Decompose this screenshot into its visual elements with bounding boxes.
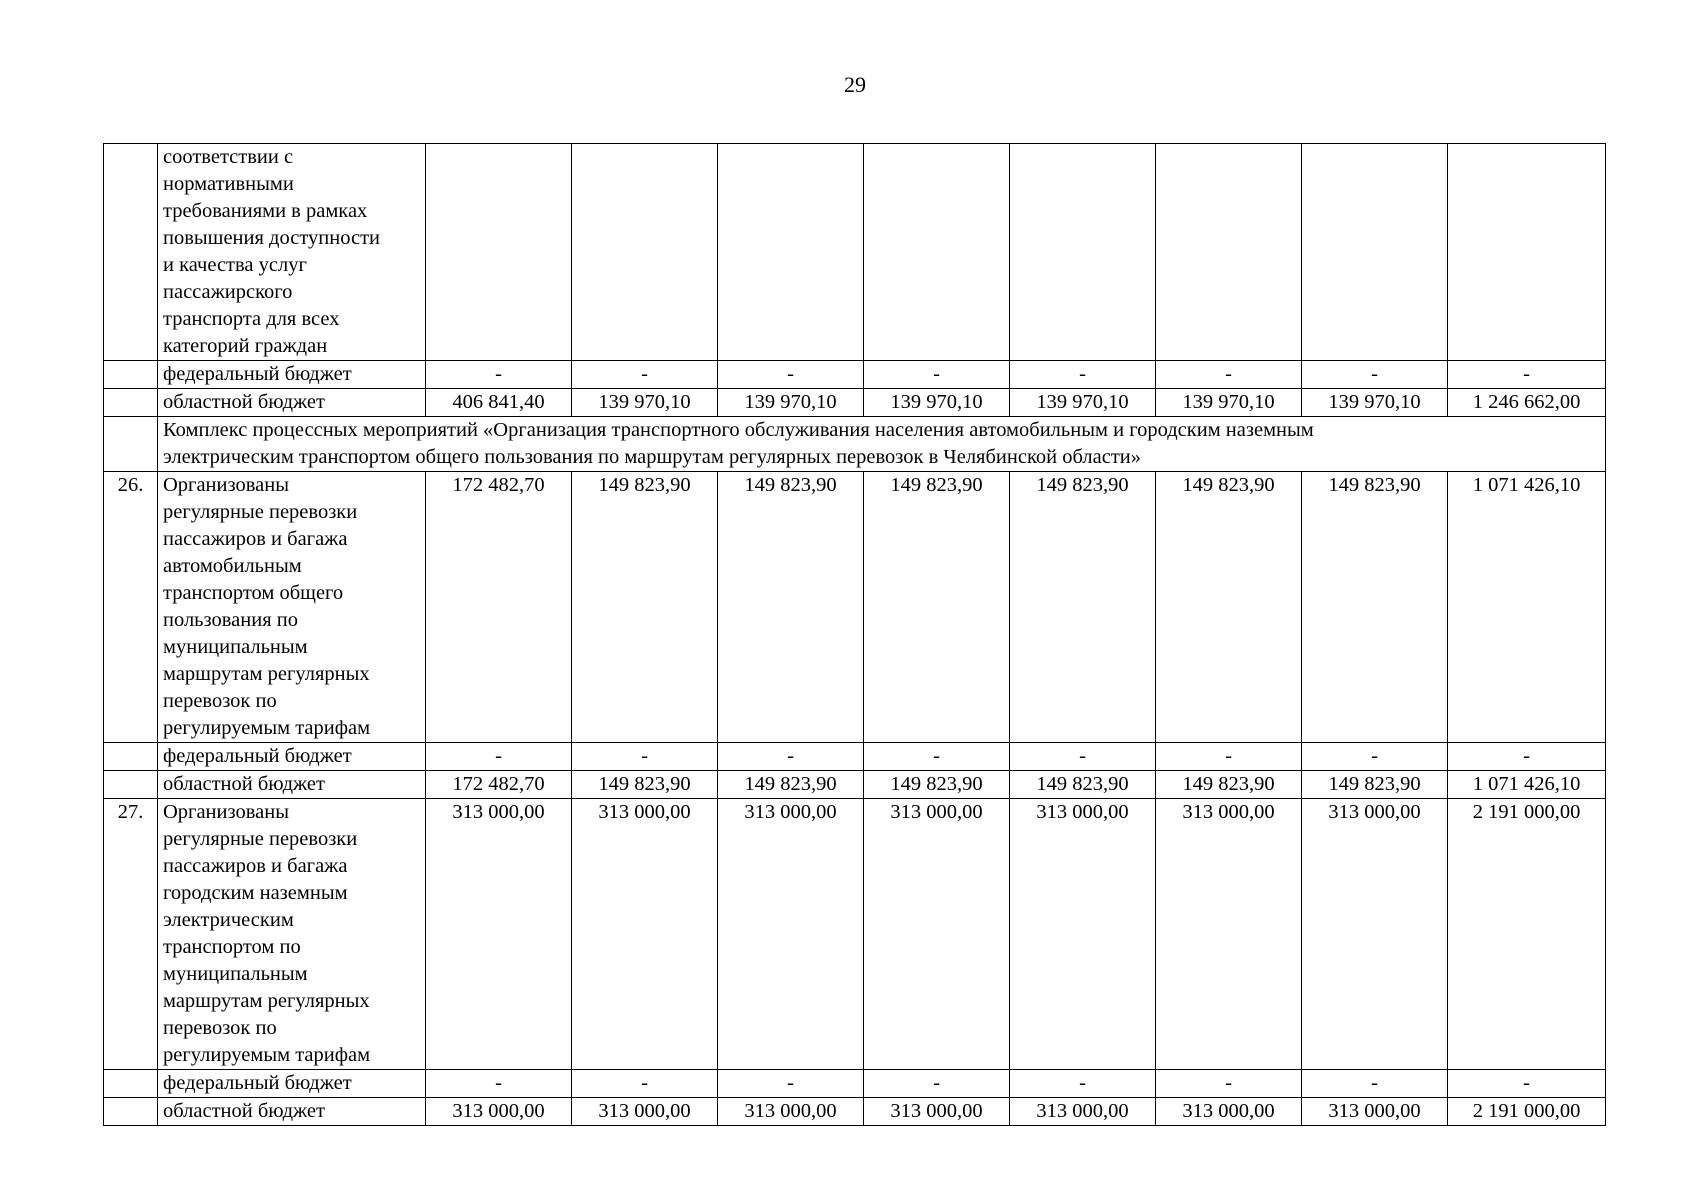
value-cell: 313 000,00 [1302, 799, 1448, 1070]
table-row [104, 1070, 1606, 1098]
value-cell: - [426, 361, 572, 389]
row-number-cell [104, 1070, 158, 1098]
value-cell: 313 000,00 [426, 1098, 572, 1126]
value-cell: - [1302, 743, 1448, 771]
value-cell: - [572, 743, 718, 771]
row-number-cell [104, 1098, 158, 1126]
row-number-cell [104, 743, 158, 771]
value-cell: - [1156, 361, 1302, 389]
table-row [104, 389, 1606, 417]
description-text: федеральный бюджет [163, 1072, 352, 1094]
total-value-cell: - [1448, 361, 1606, 389]
row-number-cell: 26. [104, 472, 158, 743]
value-cell: 313 000,00 [864, 1098, 1010, 1126]
value-cell: 313 000,00 [1156, 1098, 1302, 1126]
value-cell: 149 823,90 [1302, 771, 1448, 799]
value-cell: 149 823,90 [1302, 472, 1448, 743]
value-cell: - [864, 361, 1010, 389]
value-cell: 149 823,90 [1156, 771, 1302, 799]
value-cell: 313 000,00 [1010, 799, 1156, 1070]
description-cell [158, 743, 426, 771]
value-cell: - [1010, 1070, 1156, 1098]
value-cell: 149 823,90 [1156, 472, 1302, 743]
value-cell: 172 482,70 [426, 771, 572, 799]
description-text: соответствии с нормативными требованиями в рамках повышения доступности и качества услуг пассажирского транспорта для всех категорий граждан [163, 146, 381, 357]
section-title-cell [158, 417, 1606, 472]
value-cell: 139 970,10 [572, 389, 718, 417]
value-cell [1302, 144, 1448, 361]
total-value-cell: 2 191 000,00 [1448, 799, 1606, 1070]
value-cell: - [572, 1070, 718, 1098]
value-cell: 139 970,10 [718, 389, 864, 417]
value-cell: - [1302, 1070, 1448, 1098]
value-cell: 149 823,90 [1010, 472, 1156, 743]
total-value-cell: 1 071 426,10 [1448, 472, 1606, 743]
value-cell [572, 144, 718, 361]
value-cell: 172 482,70 [426, 472, 572, 743]
description-text: областной бюджет [163, 391, 325, 413]
description-text: федеральный бюджет [163, 745, 352, 767]
value-cell: - [864, 1070, 1010, 1098]
value-cell: 149 823,90 [718, 472, 864, 743]
table-row [104, 472, 1606, 743]
value-cell: 406 841,40 [426, 389, 572, 417]
description-cell [158, 472, 426, 743]
value-cell [1010, 144, 1156, 361]
description-cell [158, 361, 426, 389]
table-row [104, 1098, 1606, 1126]
value-cell: 313 000,00 [1156, 799, 1302, 1070]
table-row [104, 771, 1606, 799]
value-cell: 313 000,00 [718, 1098, 864, 1126]
value-cell: 149 823,90 [864, 771, 1010, 799]
page-number: 29 [844, 72, 866, 97]
total-value-cell: - [1448, 1070, 1606, 1098]
row-number-cell [104, 771, 158, 799]
value-cell: 149 823,90 [864, 472, 1010, 743]
value-cell: 139 970,10 [1156, 389, 1302, 417]
value-cell: 139 970,10 [1302, 389, 1448, 417]
total-value-cell [1448, 144, 1606, 361]
value-cell: 313 000,00 [426, 799, 572, 1070]
value-cell: 313 000,00 [572, 799, 718, 1070]
value-cell: 149 823,90 [572, 472, 718, 743]
total-value-cell: 2 191 000,00 [1448, 1098, 1606, 1126]
description-text: областной бюджет [163, 773, 325, 795]
table-row [104, 743, 1606, 771]
value-cell: 149 823,90 [572, 771, 718, 799]
row-number-cell: 27. [104, 799, 158, 1070]
description-cell [158, 389, 426, 417]
table-body [104, 144, 1606, 1126]
description-cell [158, 771, 426, 799]
value-cell: - [718, 743, 864, 771]
table-row [104, 361, 1606, 389]
row-number-cell [104, 144, 158, 361]
section-title: Комплекс процессных мероприятий «Организация транспортного обслуживания населения автомобильным и городским наземным электрическим транспортом общего пользования по маршрутам регулярных перевозок в Челябинской области» [163, 419, 1314, 468]
value-cell: - [426, 743, 572, 771]
value-cell: 149 823,90 [1010, 771, 1156, 799]
value-cell [1156, 144, 1302, 361]
value-cell: - [1010, 361, 1156, 389]
value-cell: - [1010, 743, 1156, 771]
value-cell: - [718, 361, 864, 389]
value-cell [426, 144, 572, 361]
description-cell [158, 1098, 426, 1126]
value-cell: - [1156, 743, 1302, 771]
value-cell: - [718, 1070, 864, 1098]
row-number-cell [104, 417, 158, 472]
row-number-cell [104, 389, 158, 417]
value-cell: - [1302, 361, 1448, 389]
section-header-row [104, 417, 1606, 472]
total-value-cell: 1 246 662,00 [1448, 389, 1606, 417]
table-row [104, 799, 1606, 1070]
value-cell: - [864, 743, 1010, 771]
description-cell [158, 144, 426, 361]
value-cell: - [426, 1070, 572, 1098]
value-cell: - [572, 361, 718, 389]
value-cell: 313 000,00 [1010, 1098, 1156, 1126]
value-cell: 139 970,10 [1010, 389, 1156, 417]
budget-table [103, 143, 1606, 1126]
description-text: Организованы регулярные перевозки пассажиров и багажа городским наземным электрическим транспортом по муниципальным маршрутам регулярных перевозок по регулируемым тарифам [163, 801, 371, 1066]
description-text: федеральный бюджет [163, 363, 352, 385]
row-number-cell [104, 361, 158, 389]
value-cell: 313 000,00 [718, 799, 864, 1070]
value-cell [718, 144, 864, 361]
value-cell: 139 970,10 [864, 389, 1010, 417]
value-cell: 313 000,00 [864, 799, 1010, 1070]
table-row [104, 144, 1606, 361]
value-cell: - [1156, 1070, 1302, 1098]
value-cell [864, 144, 1010, 361]
total-value-cell: - [1448, 743, 1606, 771]
value-cell: 149 823,90 [718, 771, 864, 799]
total-value-cell: 1 071 426,10 [1448, 771, 1606, 799]
description-text: Организованы регулярные перевозки пассажиров и багажа автомобильным транспортом общего пользования по муниципальным маршрутам регулярных перевозок по регулируемым тарифам [163, 474, 371, 739]
value-cell: 313 000,00 [1302, 1098, 1448, 1126]
description-cell [158, 1070, 426, 1098]
value-cell: 313 000,00 [572, 1098, 718, 1126]
description-cell [158, 799, 426, 1070]
description-text: областной бюджет [163, 1100, 325, 1122]
